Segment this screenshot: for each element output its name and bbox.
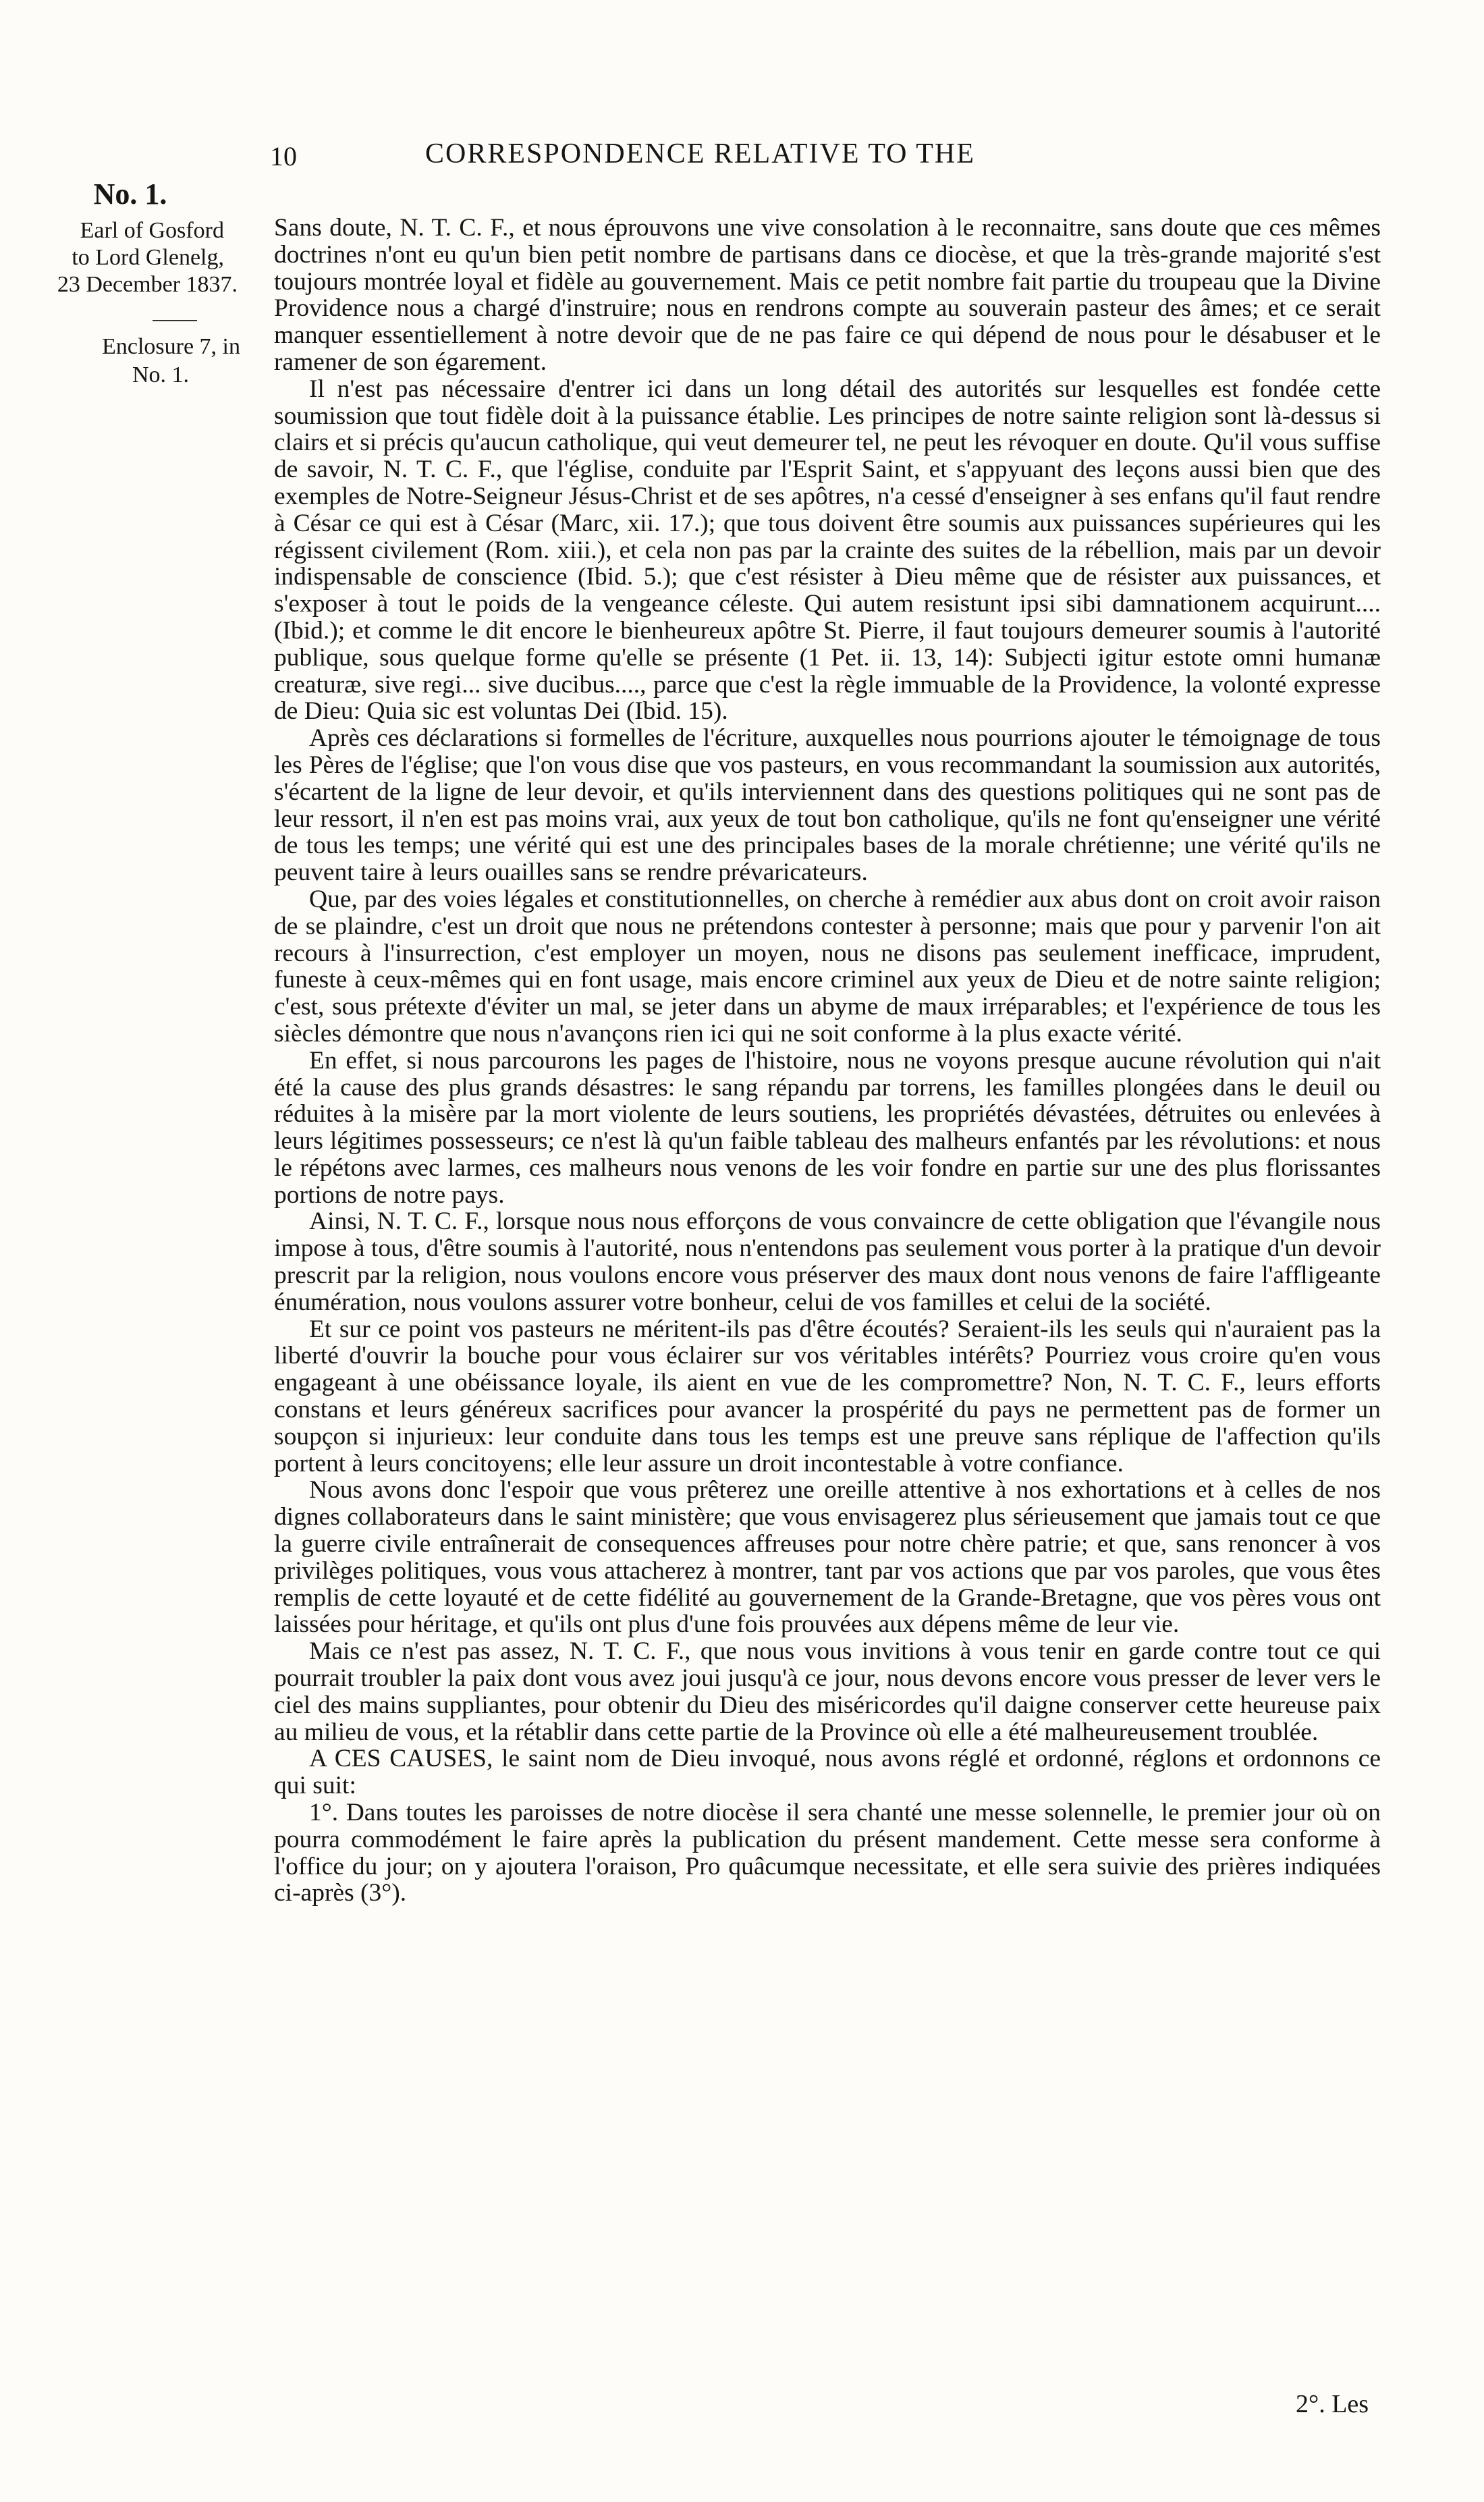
paragraph: En effet, si nous parcourons les pages de l'histoire, nous ne voyons presque aucune révolution qui n'ait été la cause des plus grands désastres: le sang répandu par torrens, les familles plongées dans le deuil ou réduites à la misère par la mort violente de leurs soutiens, les propriétés dévastées, détruites ou enlevées à leurs légitimes possesseurs; ce n'est là qu'un faible tableau des malheurs enfantés par les révolutions: et nous le répétons avec larmes, ces malheurs nous venons de les voir fondre en partie sur une des plus florissantes portions de notre pays. bbox=[274, 1046, 1381, 1209]
paragraph: Après ces déclarations si formelles de l'écriture, auxquelles nous pourrions ajouter le témoignage de tous les Pères de l'église; que l'on vous dise que vos pasteurs, en vous recommandant la soumission aux autorités, s'écartent de la ligne de leur devoir, et qu'ils interviennent dans des questions politiques qui ne sont pas de leur ressort, il n'en est pas moins vrai, aux yeux de tout bon catholique, qu'ils ne font qu'enseigner une vérité de tous les temps; une vérité qui est une des principales bases de la morale chrétienne; une vérité qu'ils ne peuvent taire à leurs ouailles sans se rendre prévaricateurs. bbox=[274, 724, 1381, 887]
sidenote-number: No. 1. bbox=[93, 178, 167, 211]
paragraph: Nous avons donc l'espoir que vous prêterez une oreille attentive à nos exhortations et à celles de nos dignes collaborateurs dans le saint ministère; que vous envisagerez plus sérieusement que jamais tout ce que la guerre civile entraînerait de consequences affreuses pour notre chère patrie; et que, sans renoncer à vos privilèges politiques, vous vous attacherez à montrer, tant par vos actions que par vos paroles, que vous êtes remplis de cette loyauté et de cette fidélité au gouvernement de la Grande-Bretagne, que vos pères vous ont laissées pour héritage, et qu'ils ont plus d'une fois prouvées aux dépens même de leur vie. bbox=[274, 1476, 1381, 1639]
page-number: 10 bbox=[270, 141, 297, 171]
paragraph: Mais ce n'est pas assez, N. T. C. F., que nous vous invitions à vous tenir en garde contre tout ce qui pourrait troubler la paix dont vous avez joui jusqu'à ce jour, nous devons encore vous presser de lever vers le ciel des mains suppliantes, pour obtenir du Dieu des miséricordes qu'il daigne conserver cette heureuse paix au milieu de vous, et la rétablir dans cette partie de la Province où elle a été malheureusement troublée. bbox=[274, 1637, 1381, 1746]
sidenote-line-2: to Lord Glenelg, bbox=[72, 245, 224, 270]
paragraph: 1°. Dans toutes les paroisses de notre diocèse il sera chanté une messe solennelle, le premier jour où on pourra commodément le faire après la publication du présent mandement. Cette messe sera conforme à l'office du jour; on y ajoutera l'oraison, Pro quâcumque necessitate, et elle sera suivie des prières indiquées ci-après (3°). bbox=[274, 1799, 1381, 1907]
paragraph: Ainsi, N. T. C. F., lorsque nous nous efforçons de vous convaincre de cette obligation que l'évangile nous impose à tous, d'être soumis à l'autorité, nous n'entendons pas seulement vous porter à la pratique d'un devoir prescrit par la religion, nous voulons encore vous préserver des maux dont nous venons de faire l'affligeante énumération, nous voulons assurer votre bonheur, celui de vos familles et celui de la société. bbox=[274, 1207, 1381, 1316]
running-head: CORRESPONDENCE RELATIVE TO THE bbox=[425, 138, 975, 169]
sidenote-date: 23 December 1837. bbox=[57, 272, 238, 297]
paragraph: Il n'est pas nécessaire d'entrer ici dans un long détail des autorités sur lesquelles est fondée cette soumission que tout fidèle doit à la puissance établie. Les principes de notre sainte religion sont là-dessus si clairs et si précis qu'aucun catholique, qui veut demeurer tel, ne peut les révoquer en doute. Qu'il vous suffise de savoir, N. T. C. F., que l'église, conduite par l'Esprit Saint, et s'appyuant des leçons aussi bien que des exemples de Notre-Seigneur Jésus-Christ et de ses apôtres, n'a cessé d'enseigner à ses enfans qu'il faut rendre à César ce qui est à César (Marc, xii. 17.); que tous doivent être soumis aux puissances supérieures qui les régissent civilement (Rom. xiii.), et cela non pas par la crainte des suites de la rébellion, mais par un devoir indispensable de conscience (Ibid. 5.); que c'est résister à Dieu même que de résister aux puissances, et s'exposer à tout le poids de la vengeance céleste. Qui autem resistunt ipsi sibi damnationem acquirunt.... (Ibid.); et comme le dit encore le bienheureux apôtre St. Pierre, il faut toujours demeurer soumis à l'autorité publique, sous quelque forme qu'elle se présente (1 Pet. ii. 13, 14): Subjecti igitur estote omni humanæ creaturæ, sive regi... sive ducibus...., parce que c'est la règle immuable de la Providence, la volonté expresse de Dieu: Quia sic est voluntas Dei (Ibid. 15). bbox=[274, 375, 1381, 726]
body-text bbox=[274, 215, 1381, 1907]
paragraph: A CES CAUSES, le saint nom de Dieu invoqué, nous avons réglé et ordonné, réglons et ordonnons ce qui suit: bbox=[274, 1745, 1381, 1800]
sidenote-enclosure-number: No. 1. bbox=[132, 362, 189, 387]
paragraph: Et sur ce point vos pasteurs ne méritent-ils pas d'être écoutés? Seraient-ils les seuls qui n'auraient pas la liberté d'ouvrir la bouche pour vous éclairer sur vos véritables intérêts? Pourriez vous croire qu'en vous engageant à une obéissance loyale, ils aient en vue de les compromettre? Non, N. T. C. F., leurs efforts constans et leurs généreux sacrifices pour avancer la prospérité du pays ne permettent pas de former un soupçon si injurieux: leur conduite dans tous les temps est une preuve sans réplique de l'affection qu'ils portent à leurs concitoyens; elle leur assure un droit incontestable à votre confiance. bbox=[274, 1315, 1381, 1477]
sidenote-line-1: Earl of Gosford bbox=[80, 218, 224, 243]
catchword: 2°. Les bbox=[1296, 2390, 1369, 2418]
sidenote-divider bbox=[153, 320, 197, 321]
sidenote-enclosure: Enclosure 7, in bbox=[102, 334, 240, 359]
paragraph: Sans doute, N. T. C. F., et nous éprouvons une vive consolation à le reconnaitre, sans doute que ces mêmes doctrines n'ont eu qu'un bien petit nombre de partisans dans ce diocèse, et que la très-grande majorité s'est toujours montrée loyal et fidèle au gouvernement. Mais ce petit nombre fait partie du troupeau que la Divine Providence nous a chargé d'instruire; nous en rendrons compte au souverain pasteur des âmes; et ce serait manquer essentiellement à notre devoir que de ne pas faire ce qui dépend de nous pour le désabuser et le ramener de son égarement. bbox=[274, 214, 1381, 376]
paragraph: Que, par des voies légales et constitutionnelles, on cherche à remédier aux abus dont on croit avoir raison de se plaindre, c'est un droit que nous ne prétendons contester à personne; mais que pour y parvenir l'on ait recours à l'insurrection, c'est employer un moyen, nous ne disons pas seulement inefficace, imprudent, funeste à ceux-mêmes qui en font usage, mais encore criminel aux yeux de Dieu et de notre sainte religion; c'est, sous prétexte d'éviter un mal, se jeter dans un abyme de maux irréparables; et l'expérience de tous les siècles démontre que nous n'avançons rien ici qui ne soit conforme à la plus exacte vérité. bbox=[274, 885, 1381, 1048]
